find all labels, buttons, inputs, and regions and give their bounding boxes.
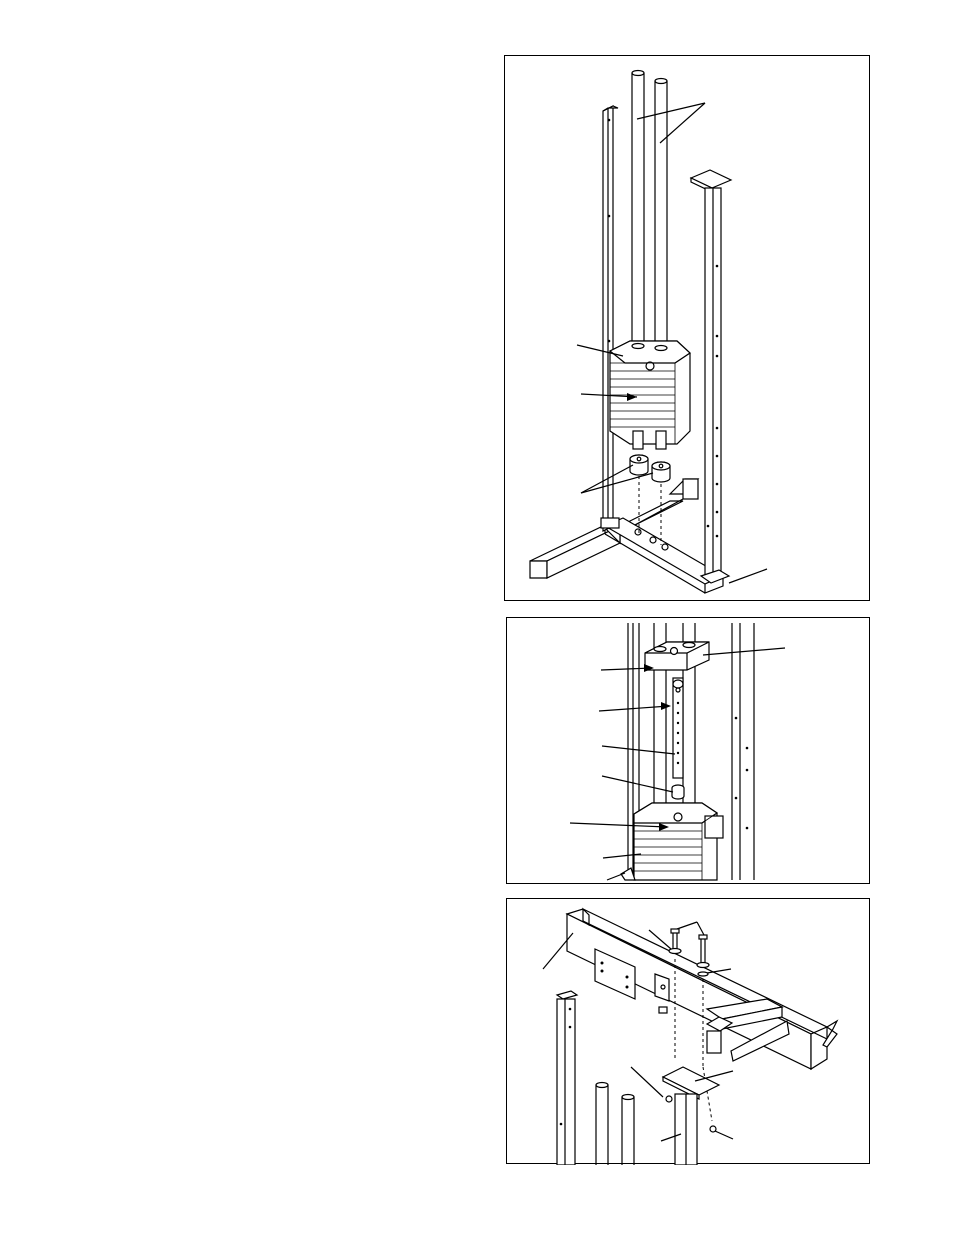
right-upright: [663, 1067, 719, 1165]
weight-stack: [621, 803, 723, 880]
right-upright: [691, 170, 731, 583]
guide-rods: [632, 71, 667, 387]
top-frame-drawing: [507, 899, 871, 1165]
right-upright: [732, 623, 754, 880]
figure-selector-rod: [506, 617, 870, 884]
guide-rods: [596, 1083, 634, 1166]
left-upright: [601, 106, 619, 531]
selector-rod: [672, 678, 684, 799]
figure-top-frame: [506, 898, 870, 1164]
figure-upright-weight-stack: [504, 55, 870, 601]
upright-weight-stack-drawing: [505, 56, 871, 602]
selector-rod-drawing: [507, 618, 871, 885]
top-frame: [567, 909, 837, 1069]
weight-stack: [610, 341, 690, 449]
left-upright: [557, 991, 577, 1165]
